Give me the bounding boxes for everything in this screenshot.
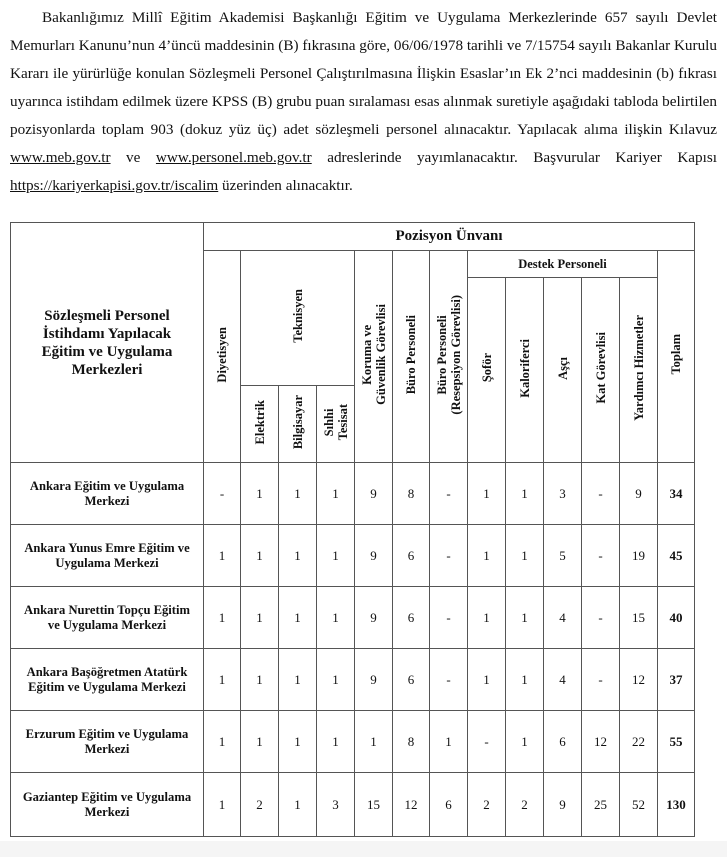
cell: - (582, 649, 620, 711)
total-cell: 45 (658, 525, 695, 587)
cell: 9 (355, 649, 393, 711)
cell: 6 (544, 711, 582, 773)
col-sofor: Şoför (468, 278, 506, 463)
cell: 1 (279, 649, 317, 711)
total-cell: 34 (658, 463, 695, 525)
cell: 1 (506, 525, 544, 587)
table-row (11, 649, 695, 711)
table-row (11, 463, 695, 525)
intro-text: adreslerinde yayımlanacaktır. Başvurular Kariyer Kapısı (311, 149, 717, 166)
intro-text: üzerinden alınacaktır. (218, 177, 353, 194)
positions-table (10, 222, 695, 837)
cell: 1 (241, 525, 279, 587)
col-sihhi-tesisat: Sıhhi Tesisat (317, 386, 355, 463)
col-asci: Aşçı (544, 278, 582, 463)
cell: 1 (204, 587, 241, 649)
cell: - (430, 463, 468, 525)
col-diyetisyen: Diyetisyen (204, 251, 241, 463)
cell: 1 (317, 587, 355, 649)
table-row (11, 587, 695, 649)
intro-paragraph (10, 4, 717, 200)
col-elektrik: Elektrik (241, 386, 279, 463)
cell: 15 (355, 773, 393, 837)
center-name: Erzurum Eğitim ve Uygulama Merkezi (11, 711, 204, 773)
cell: 1 (468, 525, 506, 587)
center-name: Ankara Nurettin Topçu Eğitim ve Uygulama Merkezi (11, 587, 204, 649)
col-buro-resepsiyon: Büro Personeli (Resepsiyon Görevlisi) (430, 251, 468, 463)
cell: 2 (468, 773, 506, 837)
cell: 1 (506, 711, 544, 773)
cell: 1 (506, 463, 544, 525)
cell: 22 (620, 711, 658, 773)
cell: 1 (279, 463, 317, 525)
cell: 1 (279, 587, 317, 649)
cell: 1 (241, 711, 279, 773)
cell: 1 (241, 463, 279, 525)
kariyer-kapisi-link[interactable]: https://kariyerkapisi.gov.tr/iscalim (10, 177, 219, 194)
total-cell: 130 (658, 773, 695, 837)
cell: - (468, 711, 506, 773)
cell: 1 (355, 711, 393, 773)
cell: 1 (279, 773, 317, 837)
col-kaloriferci: Kaloriferci (506, 278, 544, 463)
cell: 12 (582, 711, 620, 773)
cell: 12 (393, 773, 430, 837)
cell: 52 (620, 773, 658, 837)
total-cell: 55 (658, 711, 695, 773)
table-row (11, 525, 695, 587)
cell: 1 (468, 463, 506, 525)
cell: 6 (393, 587, 430, 649)
cell: - (582, 525, 620, 587)
cell: 9 (355, 463, 393, 525)
row-header: Sözleşmeli Personel İstihdamı Yapılacak Eğitim ve Uygulama Merkezleri (11, 223, 204, 463)
meb-link[interactable]: www.meb.gov.tr (10, 149, 111, 166)
intro-text: ve (110, 149, 156, 166)
cell: 3 (544, 463, 582, 525)
cell: 8 (393, 711, 430, 773)
cell: - (204, 463, 241, 525)
cell: 1 (506, 649, 544, 711)
cell: 15 (620, 587, 658, 649)
col-toplam: Toplam (658, 251, 695, 463)
cell: 1 (279, 525, 317, 587)
cell: 9 (544, 773, 582, 837)
intro-text: Bakanlığımız Millî Eğitim Akademisi Başkanlığı Eğitim ve Uygulama Merkezlerinde 657 sayılı Devlet Memurları Kanunu’nun 4’üncü maddesinin (B) fıkrasına göre, 06/06/1978 tarihli ve 7/15754 sayılı Bakanlar Kurulu Kararı ile yürürlüğe konulan Sözleşmeli Personel Çalıştırılmasına İlişkin Esaslar’ın Ek 2’nci maddesinin (b) fıkrası uyarınca istihdam edilmek üzere KPSS (B) grubu puan sıralaması esas alınmak suretiyle aşağıdaki tabloda belirtilen pozisyonlarda toplam 903 (dokuz yüz üç) adet sözleşmeli personel alınacaktır. Yapılacak alıma ilişkin Kılavuz (10, 9, 717, 138)
table-row (11, 773, 695, 837)
cell: 1 (204, 711, 241, 773)
cell: 12 (620, 649, 658, 711)
cell: - (430, 587, 468, 649)
center-name: Gaziantep Eğitim ve Uygulama Merkezi (11, 773, 204, 837)
cell: 25 (582, 773, 620, 837)
cell: 2 (241, 773, 279, 837)
total-cell: 40 (658, 587, 695, 649)
cell: 1 (204, 773, 241, 837)
cell: 1 (317, 711, 355, 773)
cell: 6 (393, 649, 430, 711)
cell: 9 (620, 463, 658, 525)
cell: 1 (317, 525, 355, 587)
cell: 19 (620, 525, 658, 587)
cell: 6 (393, 525, 430, 587)
cell: - (430, 525, 468, 587)
cell: 1 (317, 463, 355, 525)
cell: 9 (355, 525, 393, 587)
col-koruma: Koruma ve Güvenlik Görevlisi (355, 251, 393, 463)
cell: 1 (430, 711, 468, 773)
cell: 1 (468, 649, 506, 711)
cell: 9 (355, 587, 393, 649)
cell: 1 (204, 649, 241, 711)
group-destek: Destek Personeli (468, 251, 658, 278)
total-cell: 37 (658, 649, 695, 711)
cell: - (582, 587, 620, 649)
center-name: Ankara Başöğretmen Atatürk Eğitim ve Uygulama Merkezi (11, 649, 204, 711)
cell: 4 (544, 649, 582, 711)
col-yardimci: Yardımcı Hizmetler (620, 278, 658, 463)
cell: 1 (317, 649, 355, 711)
col-bilgisayar: Bilgisayar (279, 386, 317, 463)
group-teknisyen: Teknisyen (241, 251, 355, 386)
cell: 6 (430, 773, 468, 837)
cell: 1 (468, 587, 506, 649)
cell: 4 (544, 587, 582, 649)
center-name: Ankara Yunus Emre Eğitim ve Uygulama Merkezi (11, 525, 204, 587)
personel-meb-link[interactable]: www.personel.meb.gov.tr (155, 149, 312, 166)
cell: - (430, 649, 468, 711)
cell: 1 (204, 525, 241, 587)
cell: 8 (393, 463, 430, 525)
table-row (11, 711, 695, 773)
col-buro: Büro Personeli (393, 251, 430, 463)
cell: 1 (241, 649, 279, 711)
cell: 1 (506, 587, 544, 649)
cell: - (582, 463, 620, 525)
cell: 1 (241, 587, 279, 649)
cell: 5 (544, 525, 582, 587)
cell: 1 (279, 711, 317, 773)
position-title-header: Pozisyon Ünvanı (204, 223, 695, 251)
center-name: Ankara Eğitim ve Uygulama Merkezi (11, 463, 204, 525)
cell: 3 (317, 773, 355, 837)
col-kat: Kat Görevlisi (582, 278, 620, 463)
cell: 2 (506, 773, 544, 837)
